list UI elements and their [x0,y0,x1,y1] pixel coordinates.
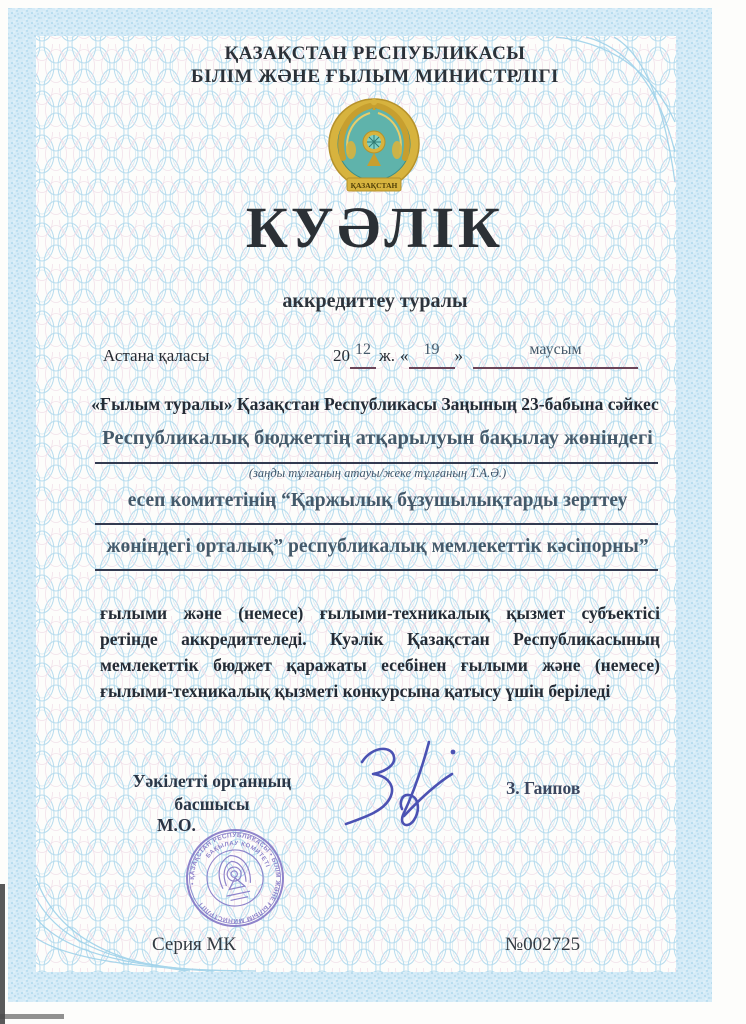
stamp-outer-ring-text: • ҚАЗАҚСТАН РЕСПУБЛИКАСЫ • БІЛІМ ЖӘНЕ ҒЫЛЫМ МИНИСТРЛІГІ [188,831,282,925]
series-label: Серия МК [152,934,237,955]
authority-label-line-1: Уәкілетті органның [132,771,292,791]
authority-label-line-2: басшысы [174,794,250,814]
org-underline-3 [95,569,658,571]
handwritten-signature [328,732,468,832]
official-stamp [183,826,287,930]
year-blank [350,341,376,369]
org-name-caption: (заңды тұлғаның атауы/жеке тұлғаның Т.А.Ә.) [248,466,507,480]
accreditation-body-text: ғылыми және (немесе) ғылыми-техникалық қызмет субъектісі ретінде аккредиттеледі. Куәлік Қазақстан Республикасының мемлекеттік бюджет қаражаты есебінен ғылыми және (немесе) ғылыми-техникалық қызметі конкурсына қатысу үшін беріледі [100,603,660,701]
day-blank [409,341,455,369]
org-underline-2 [95,523,658,525]
issue-date [333,341,638,369]
month-fill-in: маусым [529,341,582,358]
law-reference-line: «Ғылым туралы» Қазақстан Республикасы Заңының 23-бабына сәйкес [91,394,659,414]
certificate-number: №002725 [505,934,581,955]
header-ministry: БІЛІМ ЖӘНЕ ҒЫЛЫМ МИНИСТРЛІГІ [191,66,559,87]
year-prefix: 20 [333,346,350,365]
stamp-inner-ring-text: БАҚЫЛАУ КОМИТЕТІ [205,840,271,869]
day-fill-in: 19 [423,341,440,358]
issue-line [95,340,660,374]
issue-city: Астана қаласы [103,346,210,365]
signer-name: З. Гаипов [506,778,581,798]
org-name-line-3: жөніндегі орталық” республикалық мемлекеттік кәсіпорны” [106,536,649,557]
scan-edge-artifact-bottom [0,1014,64,1019]
header-country: ҚАЗАҚСТАН РЕСПУБЛИКАСЫ [224,43,526,64]
ministry-header [75,42,675,88]
stamp-emblem-icon [215,852,254,901]
quote-open: « [400,346,409,365]
scan-edge-artifact [0,884,5,1024]
year-label: ж. [379,346,395,365]
quote-close: » [454,346,463,365]
seal-place-mark: М.О. [157,815,196,835]
month-blank [473,341,638,369]
certificate-title: КУӘЛІК [245,195,505,260]
emblem-banner-text: ҚАЗАҚСТАН [350,181,398,190]
org-name-line-2: есеп комитетінің “Қаржылық бұзушылықтарды зерттеу [127,490,628,511]
certificate-subtitle: аккредиттеу туралы [282,290,468,312]
org-name-line-1: Республикалық бюджеттің атқарылуын бақылау жөніндегі [102,427,653,449]
year-fill-in: 12 [355,341,371,358]
authority-label [98,770,326,816]
org-underline-1 [95,462,658,464]
kazakhstan-emblem-icon [318,94,430,200]
